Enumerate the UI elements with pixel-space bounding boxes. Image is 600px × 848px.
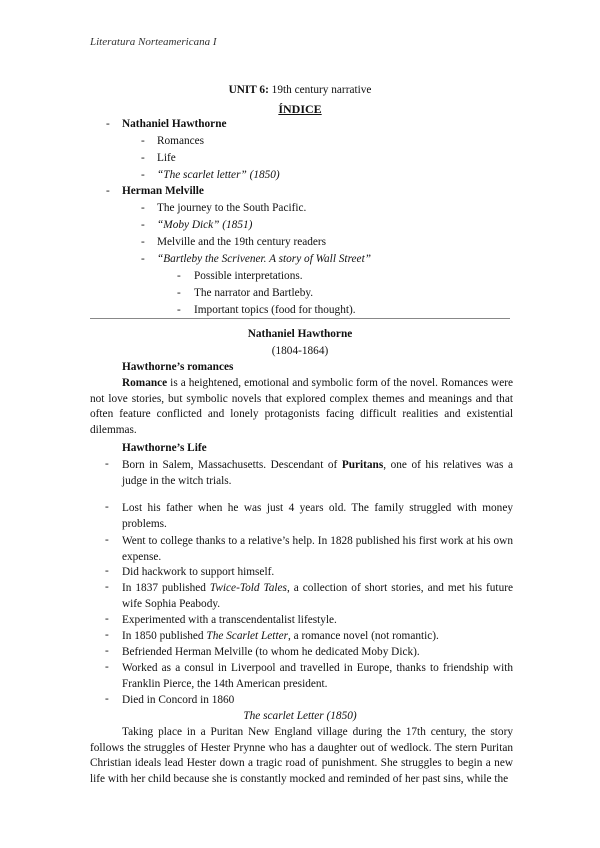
puritans-term: Puritans — [341, 459, 384, 471]
life-item: Experimented with a transcendentalist lifestyle. — [122, 614, 337, 626]
life-item-text: , a collection of short stories, and met his future wife Sophia Peabody. — [122, 582, 513, 610]
life-item-text: Born in Salem, Massachusetts. Descendant of — [122, 459, 342, 471]
life-item: Worked as a consul in Liverpool and travelled in Europe, thanks to friendship with Franklin Pierce, the 14th American president. — [122, 662, 513, 690]
life-heading: Hawthorne’s Life — [122, 442, 207, 454]
toc-item: Romances — [157, 135, 205, 147]
life-item — [122, 458, 513, 489]
section-author-title: Nathaniel Hawthorne — [247, 328, 353, 340]
book-title: Twice-Told Tales — [209, 582, 287, 594]
life-item: Went to college thanks to a relative’s help. In 1828 published his first work at his own expense. — [122, 535, 513, 563]
unit-label: UNIT 6: — [228, 84, 269, 96]
life-item-text: , one of his relatives was a judge in the witch trials. — [122, 459, 513, 487]
scarlet-letter-heading: The scarlet Letter (1850) — [243, 710, 357, 722]
toc-item: Life — [157, 152, 176, 164]
life-item: Befriended Herman Melville (to whom he dedicated Moby Dick). — [122, 646, 420, 658]
life-item: Did hackwork to support himself. — [122, 566, 275, 578]
toc-item: Melville and the 19th century readers — [157, 236, 327, 248]
unit-subtitle: 19th century narrative — [268, 84, 372, 96]
toc-dash: - — [141, 169, 145, 181]
list-dash: - — [105, 458, 109, 470]
life-item-text: In 1837 published — [122, 582, 210, 594]
list-dash: - — [105, 534, 109, 546]
toc-dash: - — [177, 270, 181, 282]
romance-definition: is a heightened, emotional and symbolic form of the novel. Romances were not love stories, but symbolic novels that explored complex themes and meanings and that often feature conflicted and lonely protagonists facing difficult realities and existential dilemmas. — [90, 377, 513, 436]
list-dash: - — [105, 581, 109, 593]
toc-author: Herman Melville — [122, 185, 204, 197]
romance-term: Romance — [122, 377, 168, 389]
index-title: ÍNDICE — [278, 102, 322, 116]
list-dash: - — [105, 629, 109, 641]
book-title: The Scarlet Letter — [206, 630, 288, 642]
toc-dash: - — [141, 202, 145, 214]
toc-dash: - — [106, 185, 110, 197]
list-dash: - — [105, 661, 109, 673]
life-item-text: In 1850 published — [122, 630, 207, 642]
toc-dash: - — [177, 287, 181, 299]
running-header: Literatura Norteamericana I — [90, 36, 217, 48]
toc-author: Nathaniel Hawthorne — [122, 118, 227, 130]
list-dash: - — [105, 501, 109, 513]
scarlet-letter-paragraph: Taking place in a Puritan New England village during the 17th century, the story follows the struggles of Hester Prynne who has a daughter out of wedlock. The stern Puritan Christian ideals lead Hester down a tragic road of punishment. She struggles to begin a new life with her child because she is constantly mocked and reminded of her past sins, while the — [90, 726, 513, 785]
life-item-text: , a romance novel (not romantic). — [288, 630, 439, 642]
list-dash: - — [105, 565, 109, 577]
romance-paragraph — [90, 376, 513, 438]
toc-item: The journey to the South Pacific. — [157, 202, 307, 214]
toc-dash: - — [141, 253, 145, 265]
toc-subitem: The narrator and Bartleby. — [194, 287, 314, 299]
toc-dash: - — [141, 219, 145, 231]
unit-title — [0, 84, 600, 96]
toc-dash: - — [177, 304, 181, 316]
horizontal-divider — [90, 318, 510, 319]
toc-dash: - — [141, 236, 145, 248]
life-item: Lost his father when he was just 4 years old. The family struggled with money problems. — [122, 502, 513, 530]
toc-subitem: Important topics (food for thought). — [194, 304, 356, 316]
toc-dash: - — [141, 152, 145, 164]
toc-item: “Moby Dick” (1851) — [157, 219, 253, 231]
list-dash: - — [105, 693, 109, 705]
list-dash: - — [105, 645, 109, 657]
life-item: Died in Concord in 1860 — [122, 694, 235, 706]
toc-item: “The scarlet letter” (1850) — [157, 169, 280, 181]
section-author-dates: (1804-1864) — [271, 345, 329, 357]
list-dash: - — [105, 613, 109, 625]
toc-item: “Bartleby the Scrivener. A story of Wall Street” — [157, 253, 371, 265]
life-item — [122, 581, 513, 612]
toc-subitem: Possible interpretations. — [194, 270, 303, 282]
romances-heading: Hawthorne’s romances — [122, 361, 234, 373]
toc-dash: - — [141, 135, 145, 147]
life-item — [122, 629, 513, 645]
toc-dash: - — [106, 118, 110, 130]
